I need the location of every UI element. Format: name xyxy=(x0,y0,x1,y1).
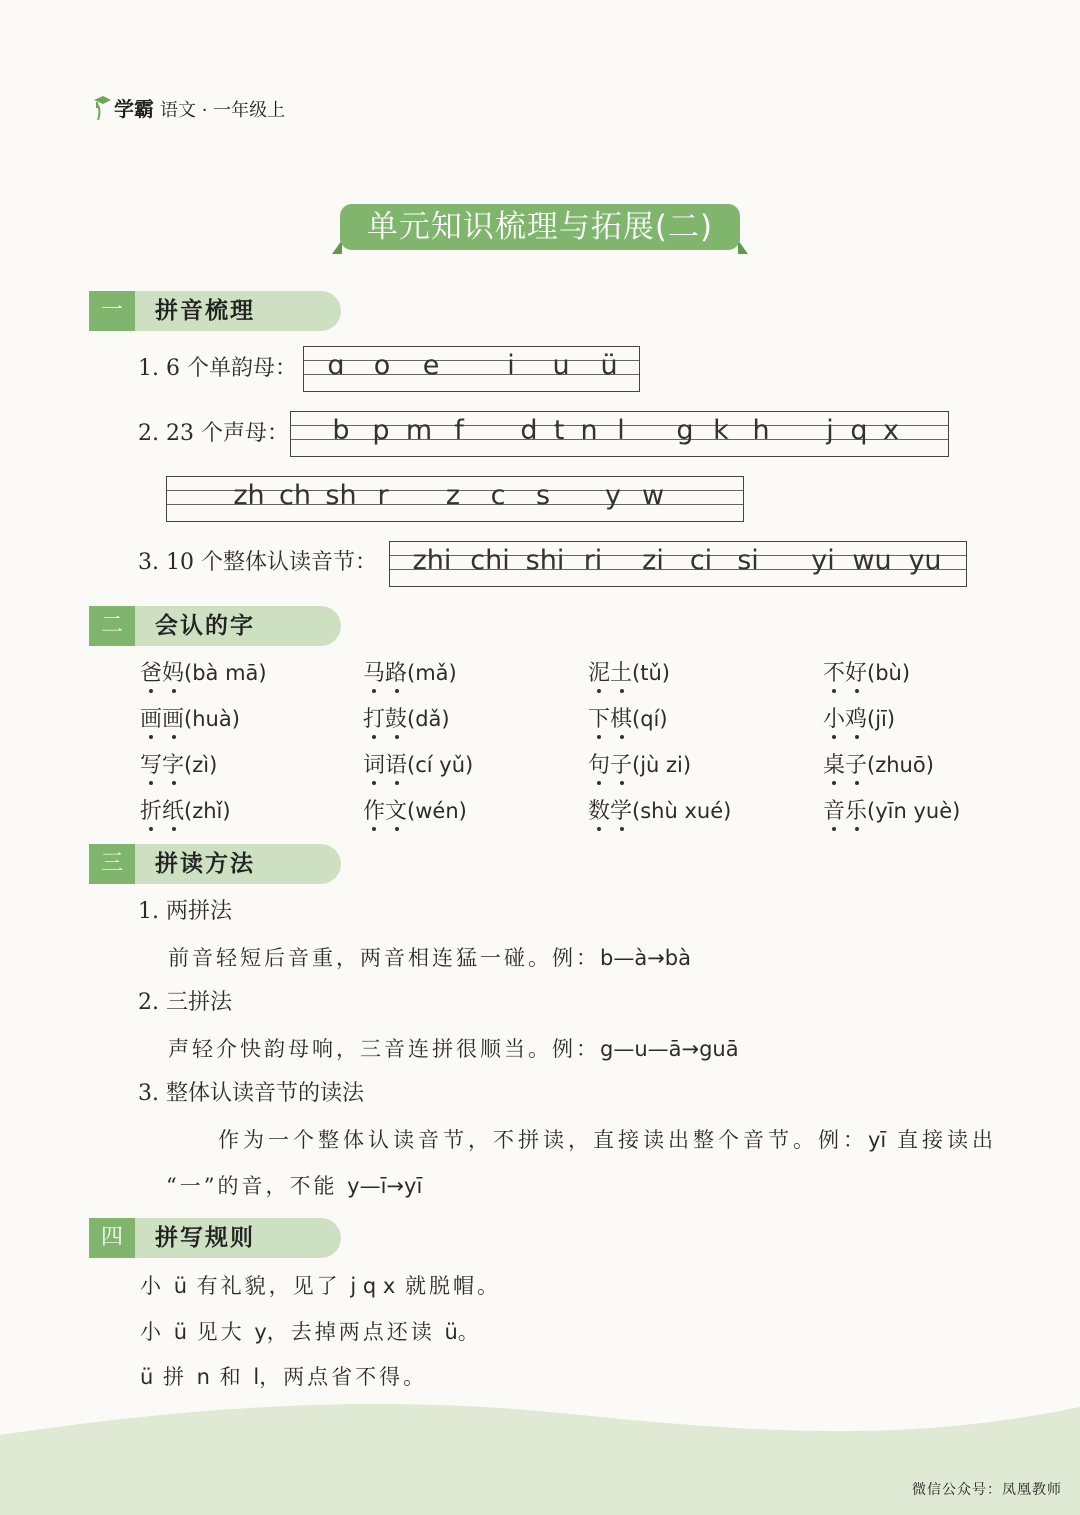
section-header-methods xyxy=(89,844,341,884)
watermark-text: 微信公众号：凤凰教师 xyxy=(912,1482,1062,1498)
brand-name: 学霸 xyxy=(114,97,154,121)
pinyin-token: t xyxy=(553,415,565,446)
section-header-pinyin xyxy=(89,291,341,331)
vowels-label: 1. 6 个单韵母： xyxy=(138,356,297,381)
character-pinyin: zhǐ xyxy=(192,799,223,823)
character-item: 作文(wén) xyxy=(363,799,467,824)
character-word: 打鼓 xyxy=(363,707,408,732)
emphasis-dot xyxy=(172,735,176,739)
emphasis-dot xyxy=(597,689,601,693)
method-whole-example: yī xyxy=(868,1128,887,1152)
emphasis-dot xyxy=(395,689,399,693)
character-word: 下棋 xyxy=(588,707,633,732)
character-word: 折纸 xyxy=(140,799,185,824)
character-pinyin: shù xué xyxy=(640,799,724,823)
emphasis-dot xyxy=(855,827,859,831)
character-item: 词语(cí yǔ) xyxy=(363,753,474,778)
graduation-cap-icon xyxy=(92,92,112,122)
pinyin-token: b xyxy=(332,415,350,446)
pinyin-token: chi xyxy=(470,545,510,576)
emphasis-dot xyxy=(172,689,176,693)
section-number: 一 xyxy=(89,291,135,331)
character-item: 打鼓(dǎ) xyxy=(363,707,450,732)
pinyin-token: g xyxy=(676,415,694,446)
emphasis-dot xyxy=(172,827,176,831)
character-item: 折纸(zhǐ) xyxy=(140,799,231,824)
character-pinyin: bù xyxy=(875,661,902,685)
character-word: 句子 xyxy=(588,753,633,778)
rule-line-1: 小 ü 有礼貌，见了 j q x 就脱帽。 xyxy=(140,1274,501,1298)
emphasis-dot xyxy=(149,735,153,739)
character-pinyin: wén xyxy=(415,799,459,823)
method-whole-text-line1 xyxy=(218,1125,997,1155)
emphasis-dot xyxy=(372,781,376,785)
emphasis-dot xyxy=(620,827,624,831)
pinyin-token: zhi xyxy=(412,545,452,576)
character-pinyin: cí yǔ xyxy=(415,753,466,777)
character-item: 桌子(zhuō) xyxy=(823,753,934,778)
pinyin-token: ci xyxy=(689,545,713,576)
character-word: 写字 xyxy=(140,753,185,778)
character-word: 作文 xyxy=(363,799,408,824)
character-item: 马路(mǎ) xyxy=(363,661,457,686)
syllables-grid xyxy=(389,541,967,587)
initials-label: 2. 23 个声母： xyxy=(138,421,289,446)
section-title: 会认的字 xyxy=(155,613,255,639)
page-title: 单元知识梳理与拓展(二) xyxy=(340,204,740,250)
pinyin-token: q xyxy=(850,415,868,446)
pinyin-token: w xyxy=(641,480,665,511)
character-item: 画画(huà) xyxy=(140,707,240,732)
pinyin-token: x xyxy=(883,415,899,446)
pinyin-token: zi xyxy=(642,545,664,576)
rule-line-2: 小 ü 见大 y，去掉两点还读 ü。 xyxy=(140,1320,482,1344)
syllables-label: 3. 10 个整体认读音节： xyxy=(138,550,377,575)
character-item: 下棋(qí) xyxy=(588,707,668,732)
pinyin-token: r xyxy=(377,480,389,511)
pinyin-token: z xyxy=(445,480,461,511)
character-word: 爸妈 xyxy=(140,661,185,686)
pinyin-token: wu xyxy=(852,545,892,576)
section-title: 拼音梳理 xyxy=(155,298,255,324)
character-item: 泥土(tǔ) xyxy=(588,661,670,686)
character-word: 泥土 xyxy=(588,661,633,686)
emphasis-dot xyxy=(149,781,153,785)
method-whole-text-line2 xyxy=(166,1171,422,1201)
emphasis-dot xyxy=(855,735,859,739)
pinyin-token: l xyxy=(617,415,625,446)
method-three-spell-title: 2. 三拼法 xyxy=(138,990,232,1015)
pinyin-token: ü xyxy=(600,350,618,381)
emphasis-dot xyxy=(395,735,399,739)
pinyin-token: p xyxy=(372,415,390,446)
method-whole-description-end: 直接读出 xyxy=(896,1128,997,1152)
emphasis-dot xyxy=(372,735,376,739)
pinyin-token: m xyxy=(405,415,433,446)
emphasis-dot xyxy=(832,781,836,785)
title-banner xyxy=(332,204,748,254)
emphasis-dot xyxy=(832,735,836,739)
character-word: 小鸡 xyxy=(823,707,868,732)
section-number: 三 xyxy=(89,844,135,884)
emphasis-dot xyxy=(149,827,153,831)
emphasis-dot xyxy=(832,689,836,693)
book-subtitle: 语文 · 一年级上 xyxy=(160,100,286,121)
character-item: 音乐(yīn yuè) xyxy=(823,799,961,824)
emphasis-dot xyxy=(372,689,376,693)
emphasis-dot xyxy=(597,735,601,739)
emphasis-dot xyxy=(597,781,601,785)
character-pinyin: zhuō xyxy=(875,753,926,777)
method-two-spell-title: 1. 两拼法 xyxy=(138,899,232,924)
character-pinyin: jī xyxy=(875,707,887,731)
emphasis-dot xyxy=(855,781,859,785)
pinyin-token: si xyxy=(737,545,759,576)
emphasis-dot xyxy=(832,827,836,831)
section-title: 拼读方法 xyxy=(155,851,255,877)
character-word: 音乐 xyxy=(823,799,868,824)
pinyin-token: e xyxy=(422,350,440,381)
method-three-spell-rhyme: 声轻介快韵母响，三音连拼很顺当。例： xyxy=(168,1037,600,1061)
pinyin-token: zh xyxy=(233,480,265,511)
page-header xyxy=(92,86,285,122)
pinyin-token: yi xyxy=(811,545,835,576)
method-whole-description: 作为一个整体认读音节，不拼读，直接读出整个音节。例： xyxy=(218,1128,868,1152)
emphasis-dot xyxy=(597,827,601,831)
pinyin-token: ɑ xyxy=(327,350,345,381)
character-word: 画画 xyxy=(140,707,185,732)
section-header-characters xyxy=(89,606,341,646)
character-item: 爸妈(bà mā) xyxy=(140,661,267,686)
character-pinyin: jù zi xyxy=(640,753,683,777)
method-whole-note: “一”的音，不能 xyxy=(166,1174,348,1198)
pinyin-token: u xyxy=(552,350,570,381)
pinyin-token: yu xyxy=(908,545,942,576)
character-word: 马路 xyxy=(363,661,408,686)
character-word: 不好 xyxy=(823,661,868,686)
section-number: 二 xyxy=(89,606,135,646)
emphasis-dot xyxy=(395,827,399,831)
pinyin-token: y xyxy=(605,480,621,511)
character-pinyin: dǎ xyxy=(415,707,442,731)
method-two-spell-example: b—à→bà xyxy=(600,946,691,970)
character-item: 不好(bù) xyxy=(823,661,911,686)
character-item: 写字(zì) xyxy=(140,753,218,778)
emphasis-dot xyxy=(855,689,859,693)
method-whole-title: 3. 整体认读音节的读法 xyxy=(138,1081,364,1106)
character-item: 小鸡(jī) xyxy=(823,707,896,732)
pinyin-token: ch xyxy=(279,480,311,511)
emphasis-dot xyxy=(620,735,624,739)
pinyin-token: f xyxy=(454,415,464,446)
character-word: 桌子 xyxy=(823,753,868,778)
section-header-rules xyxy=(89,1218,341,1258)
pinyin-token: sh xyxy=(325,480,357,511)
character-word: 数学 xyxy=(588,799,633,824)
method-two-spell-text xyxy=(168,943,691,973)
pinyin-token: ri xyxy=(583,545,603,576)
pinyin-token: shi xyxy=(525,545,565,576)
method-two-spell-rhyme: 前音轻短后音重，两音相连猛一碰。例： xyxy=(168,946,600,970)
pinyin-token: k xyxy=(713,415,729,446)
character-pinyin: tǔ xyxy=(640,661,662,685)
rule-line-3: ü 拼 n 和 l，两点省不得。 xyxy=(140,1365,428,1389)
character-pinyin: mǎ xyxy=(415,661,449,685)
section-title: 拼写规则 xyxy=(155,1225,255,1251)
method-three-spell-text xyxy=(168,1034,739,1064)
character-pinyin: bà mā xyxy=(192,661,259,685)
character-pinyin: zì xyxy=(192,753,210,777)
character-pinyin: qí xyxy=(640,707,660,731)
character-item: 句子(jù zi) xyxy=(588,753,692,778)
character-pinyin: huà xyxy=(192,707,232,731)
pinyin-token: d xyxy=(520,415,538,446)
emphasis-dot xyxy=(372,827,376,831)
vowels-grid xyxy=(303,346,640,392)
pinyin-token: c xyxy=(490,480,506,511)
character-item: 数学(shù xué) xyxy=(588,799,732,824)
character-pinyin: yīn yuè xyxy=(875,799,953,823)
pinyin-token: h xyxy=(752,415,770,446)
emphasis-dot xyxy=(620,689,624,693)
emphasis-dot xyxy=(395,781,399,785)
pinyin-token: j xyxy=(826,415,834,446)
emphasis-dot xyxy=(149,689,153,693)
pinyin-token: i xyxy=(507,350,515,381)
method-three-spell-example: g—u—ā→guā xyxy=(600,1037,739,1061)
method-whole-wrong-example: y—ī→yī xyxy=(347,1174,423,1198)
initials-grid-row1 xyxy=(290,411,949,457)
character-word: 词语 xyxy=(363,753,408,778)
pinyin-token: s xyxy=(535,480,551,511)
emphasis-dot xyxy=(620,781,624,785)
pinyin-token: n xyxy=(580,415,598,446)
pinyin-token: o xyxy=(373,350,391,381)
initials-grid-row2 xyxy=(166,476,744,522)
section-number: 四 xyxy=(89,1218,135,1258)
emphasis-dot xyxy=(172,781,176,785)
